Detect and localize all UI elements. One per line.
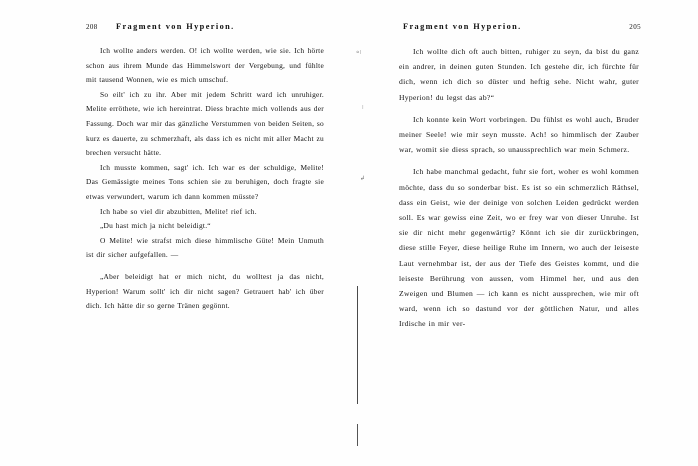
book-page-right	[385, 0, 655, 466]
binding-gutter-line-lower	[357, 424, 358, 446]
paragraph: „Aber beleidigt hat er mich nicht, du wolltest ja das nicht, Hyperion! Warum sollt' ich dir nicht sagen? Getrauert hab' ich über dich. Ich hätte dir so gerne Tränen gegönnt.	[86, 271, 324, 311]
folio-number-left: 208	[86, 23, 98, 31]
paragraph: Ich habe manchmal gedacht, fuhr sie fort, woher es wohl kommen möchte, dass du so sonderbar bist. Es ist so ein schmerzlich Räthsel, dass ein Geist, wie der deinige von solchen Leiden gedrückt werden soll. Es war gewiss eine Zeit, wo er frey war von dieser Unruhe. Ist sie dir nicht mehr gegenwärtig? Könnt ich sie dir zurückbringen, diese stille Feyer, diese heilige Ruhe im Innern, wo auch der leiseste Laut vernehmbar ist, der aus der Tiefe des Geistes kommt, und die leiseste Berührung von aussen, vom Himmel her, und aus den Zweigen und Blumen — ich kann es nicht aussprechen, wie mir oft ward, wenn ich so dastund vor der göttlichen Natur, und alles Irdische in mir ver-	[399, 167, 639, 329]
paragraph: Ich wollte dich oft auch bitten, ruhiger zu seyn, da bist du ganz ein andrer, in deinen guten Stunden. Ich gestehe dir, ich fürchte für dich, wenn ich dich so düster und heftig sehe. Nicht wahr, guter Hyperion! du legst das ab?“	[399, 47, 639, 102]
margin-mark-middle: ∶	[362, 105, 365, 111]
running-head-title-left: Fragment von Hyperion.	[116, 22, 235, 31]
binding-gutter-line	[357, 286, 358, 404]
margin-mark-lower: ↲	[360, 176, 366, 182]
book-page-left	[70, 0, 340, 466]
paragraph: „Du hast mich ja nicht beleidigt.“	[100, 221, 211, 231]
running-head-left	[70, 22, 340, 36]
paragraph: O Melite! wie strafst mich diese himmlische Güte! Mein Unmuth ist dir sicher aufgefallen. —	[86, 235, 324, 260]
running-head-right	[385, 22, 655, 36]
paragraph: Ich habe so viel dir abzubitten, Melite! rief ich.	[100, 206, 257, 216]
running-head-title-right: Fragment von Hyperion.	[403, 22, 522, 31]
paragraph: Ich konnte kein Wort vorbringen. Du fühlst es wohl auch, Bruder meiner Seele! wie mir seyn musste. Ach! so himmlisch der Zauber war, womit sie diess sprach, so unaussprechlich war mein Schmerz.	[399, 114, 639, 155]
margin-mark-top: ⸰∶	[356, 50, 362, 56]
text-block-right	[399, 44, 639, 332]
paragraph: So eilt' ich zu ihr. Aber mit jedem Schritt ward ich unruhiger. Melite erröthete, wie ich hereintrat. Diess brachte mich vollends aus der Fassung. Doch war mir das gänzliche Verstummen von beiden Seiten, so kurz es dauerte, zu schmerzhaft, als dass ich es nicht mit aller Macht zu brechen versucht hätte.	[86, 89, 324, 158]
paragraph: Ich wollte anders werden. O! ich wollte werden, wie sie. Ich hörte schon aus ihrem Munde das Himmelswort der Vergebung, und fühlte mit tausend Wonnen, wie es mich umschuf.	[86, 46, 324, 85]
paragraph: Ich musste kommen, sagt' ich. Ich war es der schuldige, Melite! Das Gemässigte meines Tons schien sie zu beruhigen, doch fragte sie etwas verwundert, warum ich dann kommen müsste?	[86, 162, 324, 201]
text-block-left	[86, 44, 324, 314]
folio-number-right: 205	[629, 23, 641, 31]
